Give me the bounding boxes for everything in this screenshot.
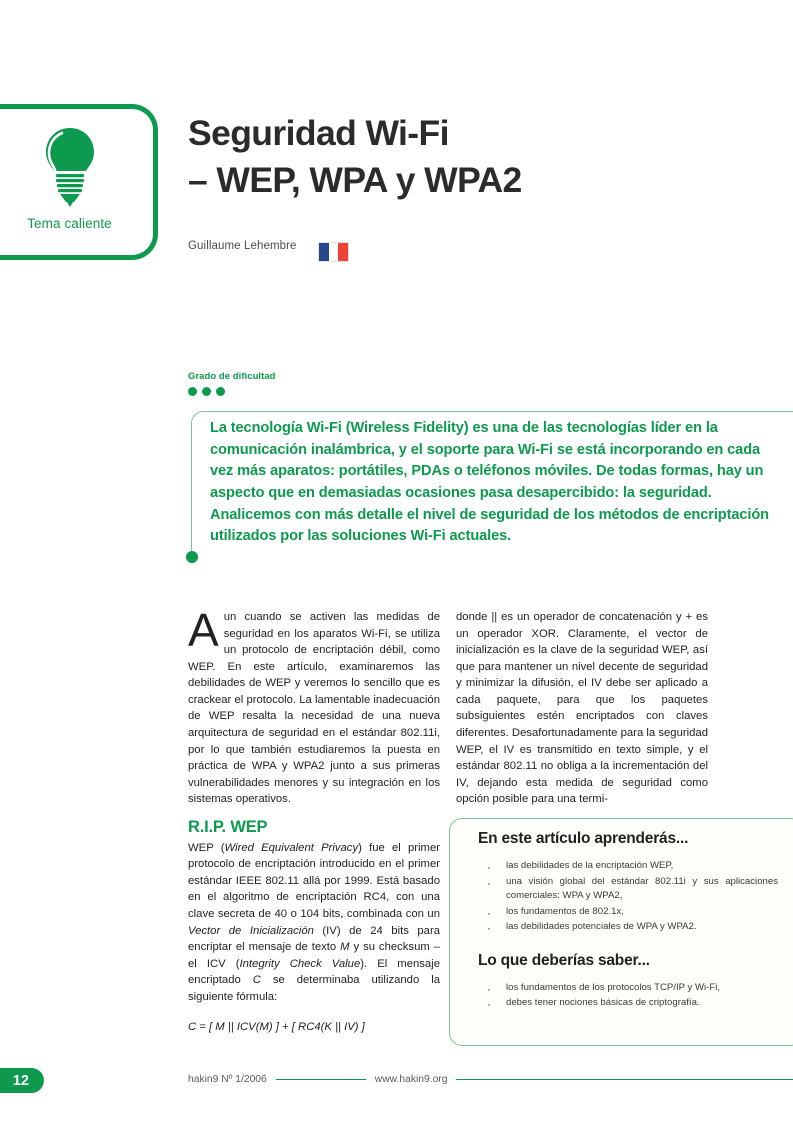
list-item: · las debilidades de la encriptación WEP, (478, 859, 778, 874)
para-emphasis: Integrity Check Value (239, 957, 361, 970)
footer-rule (276, 1079, 366, 1080)
difficulty-dot (216, 387, 225, 396)
article-title-line2: – WEP, WPA y WPA2 (188, 159, 522, 200)
list-item: · los fundamentos de 802.1x, (478, 905, 778, 920)
para-emphasis: Vector de Inicialización (188, 924, 314, 937)
info-know-title: Lo que deberías saber... (478, 951, 650, 969)
para-frag: (IV) de 24 bits para encriptar el mensaje de texto (188, 924, 440, 954)
author-byline: Guillaume Lehembre (188, 240, 297, 252)
section-heading-rip-wep: R.I.P. WEP (188, 817, 268, 836)
para-frag: ) fue el primer protocolo de encriptación introducido en el primer estándar IEEE 802.11 allá por 1999. Está basado en el algoritmo de encriptación RC4, con una clave secreta de 40 o 104 bits, combinada con un (188, 841, 440, 921)
info-learn-title: En este artículo aprenderás... (478, 830, 689, 847)
hot-topic-label: Tema caliente (27, 216, 112, 231)
para-frag: y su checksum – el ICV ( (188, 941, 440, 970)
drop-cap: A (188, 604, 219, 656)
list-item: · debes tener nociones básicas de criptografía. (478, 996, 778, 1011)
list-item: · una visión global del estándar 802.11i y sus aplicaciones comerciales: WPA y WPA2, (478, 875, 778, 904)
footer-bar (188, 1074, 793, 1085)
flag-stripe-white (329, 243, 339, 261)
france-flag-icon (318, 242, 349, 262)
difficulty-dot (202, 387, 211, 396)
flag-stripe-blue (319, 243, 329, 261)
lead-text: La tecnología Wi-Fi (Wireless Fidelity) es una de las tecnologías líder en la comunicación inalámbrica, y el soporte para Wi-Fi se está incorporando en cada vez más aparatos: portátiles, PDAs o teléfonos móviles. De todas formas, hay un aspecto que en demasiadas ocasiones pasa desapercibido: la seguridad. Analicemos con más detalle el nivel de seguridad de los métodos de encriptación utilizados por las soluciones Wi-Fi actuales. (210, 420, 769, 545)
body-column-left (188, 604, 440, 1035)
section-paragraph (188, 840, 440, 1006)
info-learn-list (478, 859, 778, 935)
footer-rule (456, 1079, 793, 1080)
footer-website: www.hakin9.org (374, 1074, 448, 1085)
footer-issue: hakin9 Nº 1/2006 (188, 1074, 267, 1085)
para-emphasis: C (252, 974, 261, 987)
info-box-content (478, 830, 778, 1012)
para-frag: se determinaba utilizando la siguiente fórmula: (188, 974, 440, 1003)
difficulty-label: Grado de dificultad (188, 371, 276, 382)
para-frag: WEP ( (188, 841, 225, 854)
hot-topic-badge (0, 104, 158, 260)
intro-paragraph (188, 604, 440, 808)
lightbulb-icon (40, 125, 100, 211)
right-column-paragraph: donde || es un operador de concatenación y + es un operador XOR. Claramente, el vector de inicialización es la clave de la seguridad WEP, así que para mantener un nivel decente de seguridad y minimizar la difusión, el IV debe ser aplicado a cada paquete, para que los paquetes subsiguientes estén encriptados con claves diferentes. Desafortunadamente para la seguridad WEP, el IV es transmitido en texto simple, y el estándar 802.11 no obliga a la incrementación del IV, dejando esta medida de seguridad como opción posible para una termi- (456, 611, 708, 806)
article-title-line1: Seguridad Wi-Fi (188, 112, 449, 153)
para-frag: ). El mensaje encriptado (188, 957, 440, 987)
list-item: · los fundamentos de los protocolos TCP/IP y Wi-Fi, (478, 981, 778, 996)
flag-stripe-red (338, 243, 348, 261)
article-title (188, 110, 748, 204)
wep-formula: C = [ M || ICV(M) ] + [ RC4(K || IV) ] (188, 1020, 365, 1033)
para-emphasis: Wired Equivalent Privacy (224, 841, 359, 854)
difficulty-dots (188, 387, 225, 396)
body-column-right (456, 609, 708, 818)
lead-end-dot (186, 551, 198, 563)
intro-paragraph-text: un cuando se activen las medidas de seguridad en los aparatos Wi-Fi, se utiliza un protocolo de encriptación débil, como WEP. En este artículo, examinaremos las debilidades de WEP y veremos lo sencillo que es crackear el protocolo. La lamentable inadecuación de WEP resalta la necesidad de una nueva arquitectura de seguridad en el estándar 802.11i, por lo que también estudiaremos la puesta en práctica de WPA y WPA2 junto a sus primeras vulnerabilidades menores y su integración en los sistemas operativos. (188, 611, 440, 806)
page-number-badge: 12 (0, 1068, 44, 1093)
lightbulb-icon-wrap (0, 125, 153, 211)
list-item: · las debilidades potenciales de WPA y WPA2. (478, 920, 778, 935)
difficulty-dot (188, 387, 197, 396)
para-emphasis: M (340, 941, 350, 954)
info-know-list (478, 981, 778, 1011)
